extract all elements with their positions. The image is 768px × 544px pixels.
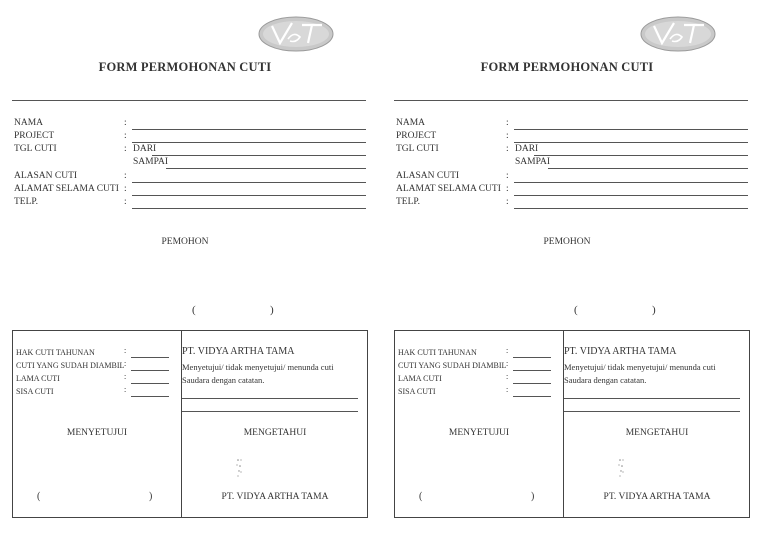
- colon: :: [124, 184, 127, 194]
- colon: :: [124, 171, 127, 181]
- colon: :: [506, 346, 509, 355]
- label-alasan-cuti: ALASAN CUTI: [14, 171, 78, 181]
- colon: :: [124, 385, 127, 394]
- label-cuti-sudah-diambil: CUTI YANG SUDAH DIAMBIL: [398, 361, 507, 370]
- label-nama: NAMA: [396, 118, 426, 128]
- label-project: PROJECT: [396, 131, 437, 141]
- approval-note-1: Menyetujui/ tidak menyetujui/ menunda cuti: [564, 362, 716, 372]
- label-tgl-cuti: TGL CUTI: [14, 144, 57, 154]
- pemohon-label: PEMOHON: [161, 237, 209, 247]
- sisa-cuti-field[interactable]: [131, 396, 169, 397]
- approver-paren-close: ): [531, 491, 535, 502]
- label-nama: NAMA: [14, 118, 44, 128]
- form-title: FORM PERMOHONAN CUTI: [98, 60, 272, 74]
- vat-logo: [258, 15, 334, 53]
- note-line-1[interactable]: [182, 398, 358, 399]
- label-alamat-selama-cuti: ALAMAT SELAMA CUTI: [396, 184, 501, 194]
- colon: :: [124, 346, 127, 355]
- stamp-marks: [617, 457, 627, 479]
- sampai-field[interactable]: [166, 168, 366, 169]
- signature-paren-close: ): [652, 304, 656, 316]
- colon: :: [124, 197, 127, 207]
- approval-divider: [181, 331, 182, 517]
- colon: :: [506, 372, 509, 381]
- signature-paren-open: (: [192, 304, 196, 316]
- company-name: PT. VIDYA ARTHA TAMA: [564, 346, 677, 357]
- hak-cuti-field[interactable]: [513, 357, 551, 358]
- label-lama-cuti: LAMA CUTI: [16, 374, 60, 383]
- nama-field[interactable]: [132, 129, 366, 130]
- colon: :: [506, 385, 509, 394]
- form-title: FORM PERMOHONAN CUTI: [480, 60, 654, 74]
- sisa-cuti-field[interactable]: [513, 396, 551, 397]
- sampai-field[interactable]: [548, 168, 748, 169]
- note-line-2[interactable]: [182, 411, 358, 412]
- company-name-bottom: PT. VIDYA ARTHA TAMA: [603, 492, 711, 502]
- menyetujui-label: MENYETUJUI: [66, 428, 128, 438]
- alamat-field[interactable]: [514, 195, 748, 196]
- mengetahui-label: MENGETAHUI: [243, 428, 307, 438]
- leave-request-form-left: [0, 0, 370, 544]
- approval-note-1: Menyetujui/ tidak menyetujui/ menunda cuti: [182, 362, 334, 372]
- vat-logo: [640, 15, 716, 53]
- label-sampai: SAMPAI: [133, 157, 169, 167]
- label-project: PROJECT: [14, 131, 55, 141]
- nama-field[interactable]: [514, 129, 748, 130]
- label-dari: DARI: [133, 144, 157, 154]
- approval-box: [12, 330, 368, 518]
- label-sisa-cuti: SISA CUTI: [16, 387, 54, 396]
- mengetahui-label: MENGETAHUI: [625, 428, 689, 438]
- pemohon-label: PEMOHON: [543, 237, 591, 247]
- approver-paren-close: ): [149, 491, 153, 502]
- cuti-diambil-field[interactable]: [513, 370, 551, 371]
- label-hak-cuti-tahunan: HAK CUTI TAHUNAN: [16, 348, 95, 357]
- label-sampai: SAMPAI: [515, 157, 551, 167]
- colon: :: [124, 118, 127, 128]
- lama-cuti-field[interactable]: [513, 383, 551, 384]
- label-telp: TELP.: [14, 197, 39, 207]
- colon: :: [124, 131, 127, 141]
- title-rule: [12, 100, 366, 101]
- label-cuti-sudah-diambil: CUTI YANG SUDAH DIAMBIL: [16, 361, 125, 370]
- telp-field[interactable]: [514, 208, 748, 209]
- project-field[interactable]: [132, 142, 366, 143]
- approval-note-2: Saudara dengan catatan.: [564, 375, 647, 385]
- approver-paren-open: (: [37, 491, 41, 502]
- dari-field[interactable]: [152, 155, 366, 156]
- colon: :: [124, 144, 127, 154]
- telp-field[interactable]: [132, 208, 366, 209]
- note-line-1[interactable]: [564, 398, 740, 399]
- leave-request-form-right: [382, 0, 752, 544]
- label-tgl-cuti: TGL CUTI: [396, 144, 439, 154]
- alasan-cuti-field[interactable]: [514, 182, 748, 183]
- colon: :: [506, 184, 509, 194]
- label-lama-cuti: LAMA CUTI: [398, 374, 442, 383]
- colon: :: [506, 131, 509, 141]
- approval-box: [394, 330, 750, 518]
- dari-field[interactable]: [534, 155, 748, 156]
- approval-note-2: Saudara dengan catatan.: [182, 375, 265, 385]
- project-field[interactable]: [514, 142, 748, 143]
- menyetujui-label: MENYETUJUI: [448, 428, 510, 438]
- note-line-2[interactable]: [564, 411, 740, 412]
- colon: :: [506, 171, 509, 181]
- title-rule: [394, 100, 748, 101]
- label-dari: DARI: [515, 144, 539, 154]
- label-alasan-cuti: ALASAN CUTI: [396, 171, 460, 181]
- signature-paren-close: ): [270, 304, 274, 316]
- company-name: PT. VIDYA ARTHA TAMA: [182, 346, 295, 357]
- colon: :: [506, 359, 509, 368]
- signature-paren-open: (: [574, 304, 578, 316]
- colon: :: [506, 144, 509, 154]
- stamp-marks: [235, 457, 245, 479]
- colon: :: [506, 197, 509, 207]
- label-alamat-selama-cuti: ALAMAT SELAMA CUTI: [14, 184, 119, 194]
- colon: :: [124, 359, 127, 368]
- approver-paren-open: (: [419, 491, 423, 502]
- colon: :: [506, 118, 509, 128]
- alamat-field[interactable]: [132, 195, 366, 196]
- colon: :: [124, 372, 127, 381]
- label-hak-cuti-tahunan: HAK CUTI TAHUNAN: [398, 348, 477, 357]
- cuti-diambil-field[interactable]: [131, 370, 169, 371]
- label-sisa-cuti: SISA CUTI: [398, 387, 436, 396]
- label-telp: TELP.: [396, 197, 421, 207]
- alasan-cuti-field[interactable]: [132, 182, 366, 183]
- company-name-bottom: PT. VIDYA ARTHA TAMA: [221, 492, 329, 502]
- lama-cuti-field[interactable]: [131, 383, 169, 384]
- hak-cuti-field[interactable]: [131, 357, 169, 358]
- approval-divider: [563, 331, 564, 517]
